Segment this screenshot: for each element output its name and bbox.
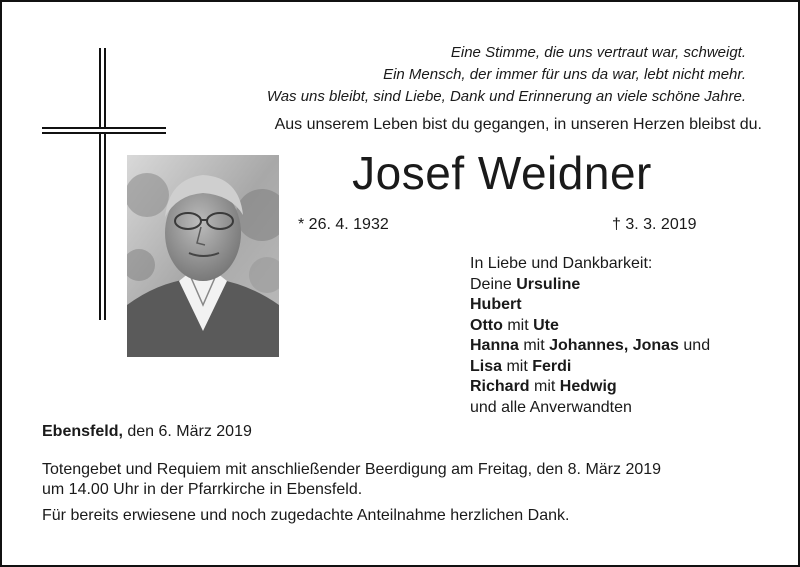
memorial-poem (126, 42, 746, 108)
place-name: Ebensfeld, (42, 423, 123, 440)
thanks-note: Für bereits erwiesene und noch zugedachte Anteilnahme herzlichen Dank. (42, 507, 570, 524)
mourners-list (470, 254, 770, 418)
portrait-photo (127, 155, 279, 357)
mourners-closing: und alle Anverwandten (470, 398, 632, 416)
funeral-notice (42, 460, 762, 500)
memorial-quote: Aus unserem Leben bist du gegangen, in unseren Herzen bleibst du. (274, 116, 762, 133)
mourner-line: Hubert (470, 296, 522, 313)
letter-date: den 6. März 2019 (122, 423, 252, 440)
mourner-line: Otto mit Ute (470, 316, 559, 334)
mourner-line: Deine Ursuline (470, 275, 581, 293)
notice-line: Totengebet und Requiem mit anschließender Beerdigung am Freitag, den 8. März 2019 (42, 461, 662, 478)
notice-line: um 14.00 Uhr in der Pfarrkirche in Ebensfeld. (42, 481, 363, 498)
mourner-line: Hanna mit Johannes, Jonas und (470, 337, 711, 354)
mourner-line: Richard mit Hedwig (470, 378, 617, 395)
place-and-date (42, 423, 252, 441)
birth-date: * 26. 4. 1932 (298, 216, 389, 233)
mourners-intro: In Liebe und Dankbarkeit: (470, 255, 653, 272)
deceased-name: Josef Weidner (352, 147, 652, 199)
mourner-line: Lisa mit Ferdi (470, 357, 572, 375)
poem-line: Eine Stimme, die uns vertraut war, schweigt. (450, 44, 746, 61)
death-date: † 3. 3. 2019 (612, 216, 697, 233)
poem-line: Was uns bleibt, sind Liebe, Dank und Erinnerung an viele schöne Jahre. (266, 88, 746, 105)
poem-line: Ein Mensch, der immer für uns da war, lebt nicht mehr. (383, 66, 746, 83)
